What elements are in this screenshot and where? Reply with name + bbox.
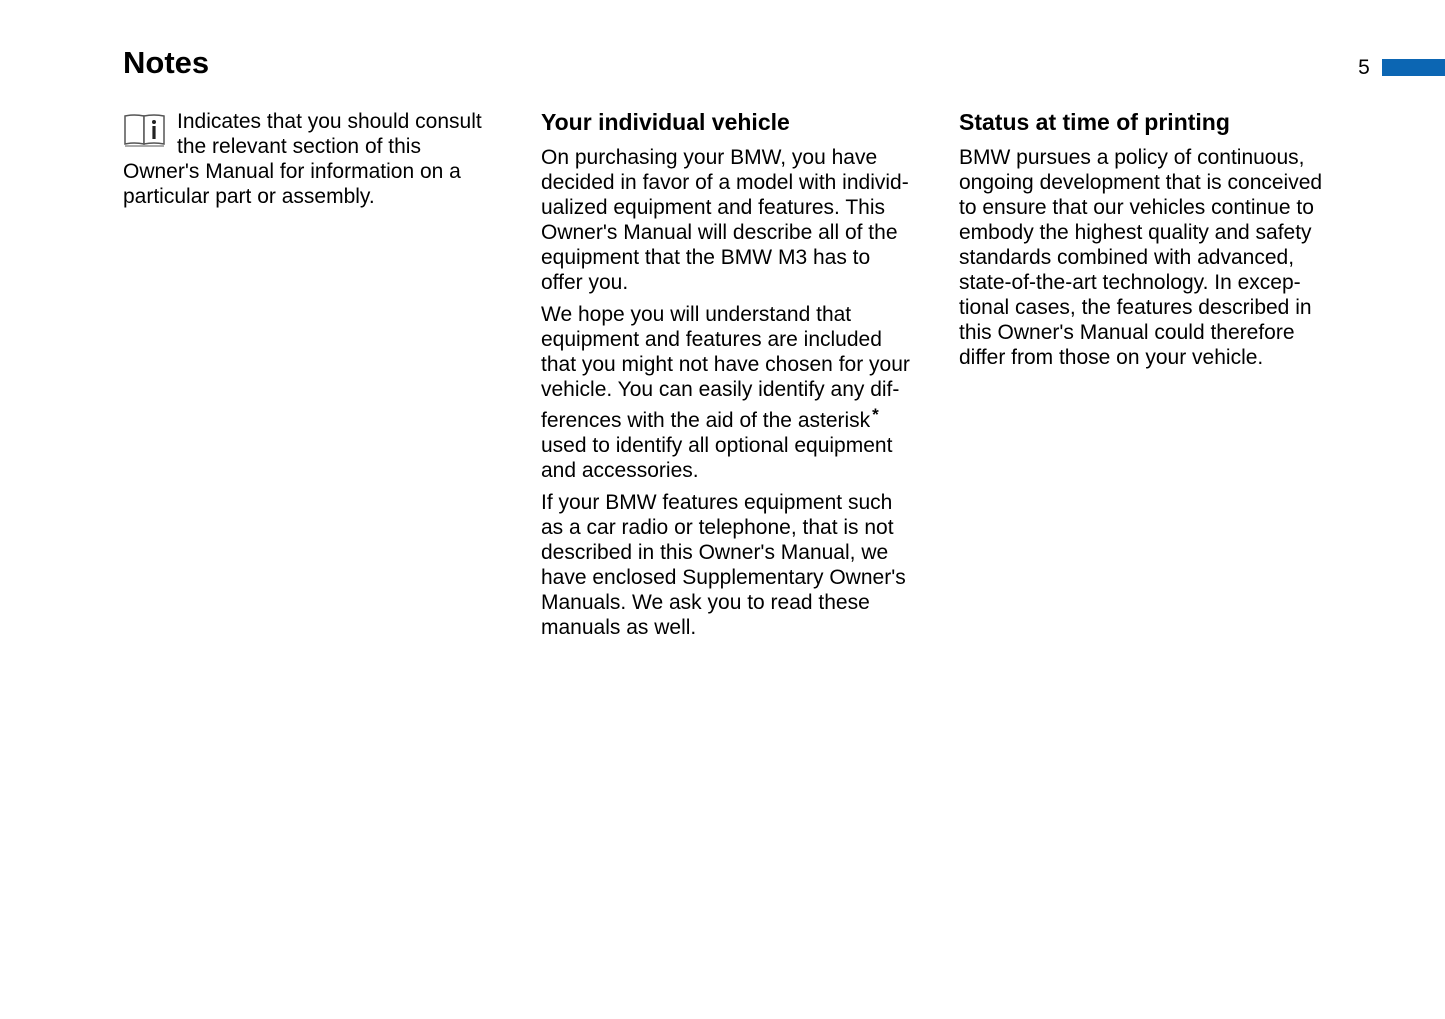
info-book-icon bbox=[123, 112, 167, 148]
section-tab-marker bbox=[1382, 59, 1445, 76]
page-title: Notes bbox=[123, 45, 210, 80]
status-printing-column bbox=[959, 108, 1364, 377]
individual-vehicle-paragraph-1: On purchasing your BMW, you have decided in favor of a model with individ- ualized equipment and features. This Owner's Manual will describe all of the equipment that the BMW M3 has to offer you. bbox=[541, 146, 909, 294]
individual-vehicle-column bbox=[541, 108, 946, 647]
status-printing-paragraph: BMW pursues a policy of continuous, ongoing development that is conceived to ensure that our vehicles continue to embody the highest quality and safety standards combined with advanced, state-of-the-art technology. In excep- tional cases, the features described in this Owner's Manual could therefore differ from those on your vehicle. bbox=[959, 146, 1323, 369]
individual-vehicle-paragraph-2-text: We hope you will understand that equipment and features are included that you might not have chosen for your vehicle. You can easily identify any dif- ferences with the aid of the asterisk bbox=[541, 303, 910, 432]
page-number: 5 bbox=[1358, 56, 1370, 79]
individual-vehicle-heading: Your individual vehicle bbox=[541, 109, 790, 135]
info-note bbox=[123, 108, 523, 209]
individual-vehicle-paragraph-3: If your BMW features equipment such as a car radio or telephone, that is not described in this Owner's Manual, we have enclosed Supplementary Owner's Manuals. We ask you to read these manuals as well. bbox=[541, 491, 906, 639]
status-printing-heading: Status at time of printing bbox=[959, 109, 1230, 135]
asterisk-symbol: * bbox=[872, 405, 879, 424]
info-note-text: Indicates that you should consult the relevant section of this Owner's Manual for information on a particular part or assembly. bbox=[123, 110, 482, 208]
individual-vehicle-paragraph-2-cont: used to identify all optional equipment and accessories. bbox=[541, 434, 893, 482]
notes-column bbox=[123, 108, 523, 209]
individual-vehicle-paragraph-2 bbox=[541, 302, 946, 433]
